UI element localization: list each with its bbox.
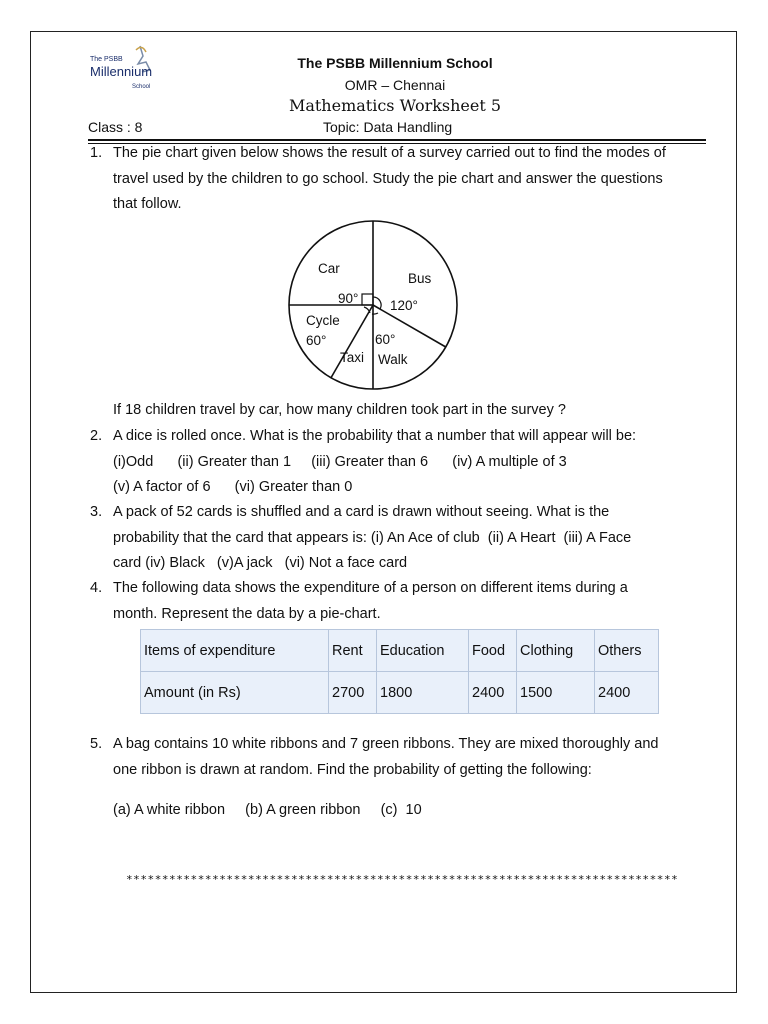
question-1-text <box>113 141 666 218</box>
slice-label-walk: Walk <box>378 352 408 367</box>
question-2-text <box>113 424 636 501</box>
table-cell: Education <box>377 630 469 672</box>
q4-line-1: The following data shows the expenditure of a person on different items during a <box>113 580 628 596</box>
footer-stars: ***************************************************************************** <box>126 873 679 886</box>
question-5-text <box>113 732 658 783</box>
q2-line-1: A dice is rolled once. What is the probability that a number that will appear will be: <box>113 428 637 444</box>
slice-label-taxi: Taxi <box>340 350 365 365</box>
table-cell: Clothing <box>517 630 595 672</box>
slice-label-cycle: Cycle <box>306 313 340 328</box>
slice-angle-walk: 60° <box>375 332 396 347</box>
table-cell: 1500 <box>517 672 595 714</box>
q1-line-2: travel used by the children to go school. Study the pie chart and answer the questions <box>113 170 663 187</box>
q1-line-1: The pie chart given below shows the result of a survey carried out to find the modes of <box>113 145 666 161</box>
table-row <box>141 630 659 672</box>
topic-label: Topic: Data Handling <box>323 119 453 135</box>
question-1-number: 1. <box>90 145 103 161</box>
table-cell: Others <box>595 630 659 672</box>
logo-text-bottom: School <box>132 84 151 90</box>
question-5-parts: (a) A white ribbon (b) A green ribbon (c) 10 <box>113 802 422 818</box>
table-cell: 2400 <box>595 672 659 714</box>
slice-angle-car: 90° <box>338 291 359 306</box>
table-cell: 1800 <box>377 672 469 714</box>
class-label: Class : 8 <box>88 119 143 135</box>
q2-line-3: (v) A factor of 6 (vi) Greater than 0 <box>113 479 353 495</box>
q2-line-2: (i)Odd (ii) Greater than 1 (iii) Greater than 6 (iv) A multiple of 3 <box>113 453 567 470</box>
question-3-number: 3. <box>90 504 103 520</box>
table-cell: 2700 <box>329 672 377 714</box>
travel-pie-chart <box>286 218 460 392</box>
q3-line-1: A pack of 52 cards is shuffled and a card is drawn without seeing. What is the <box>113 504 610 520</box>
logo-text-mid: Millennium <box>90 64 153 79</box>
school-name: The PSBB Millennium School <box>297 55 493 71</box>
table-row <box>141 672 659 714</box>
q5-line-2: one ribbon is drawn at random. Find the probability of getting the following: <box>113 761 592 778</box>
question-5-number: 5. <box>90 736 103 752</box>
table-cell: 2400 <box>469 672 517 714</box>
question-1-followup: If 18 children travel by car, how many children took part in the survey ? <box>113 402 566 418</box>
table-cell: Food <box>469 630 517 672</box>
question-2-number: 2. <box>90 428 103 444</box>
slice-angle-bus: 120° <box>390 298 418 313</box>
q3-line-2: probability that the card that appears is: (i) An Ace of club (ii) A Heart (iii) A Face <box>113 529 632 546</box>
q4-line-2: month. Represent the data by a pie-chart. <box>113 605 381 622</box>
slice-angle-cycle: 60° <box>306 333 327 348</box>
school-city: OMR – Chennai <box>344 77 446 93</box>
table-cell: Rent <box>329 630 377 672</box>
worksheet-title: Mathematics Worksheet 5 <box>288 96 502 115</box>
q1-line-3: that follow. <box>113 196 182 212</box>
table-cell: Amount (in Rs) <box>141 672 329 714</box>
expenditure-table <box>140 629 659 714</box>
question-4-text <box>113 576 628 627</box>
question-4-number: 4. <box>90 580 103 596</box>
q5-line-1: A bag contains 10 white ribbons and 7 green ribbons. They are mixed thoroughly and <box>113 736 659 752</box>
slice-label-car: Car <box>318 261 340 276</box>
question-3-text <box>113 500 631 577</box>
q3-line-3: card (iv) Black (v)A jack (vi) Not a face card <box>113 555 408 571</box>
table-cell: Items of expenditure <box>141 630 329 672</box>
logo-text-top: The PSBB <box>90 56 123 63</box>
slice-label-bus: Bus <box>408 271 432 286</box>
